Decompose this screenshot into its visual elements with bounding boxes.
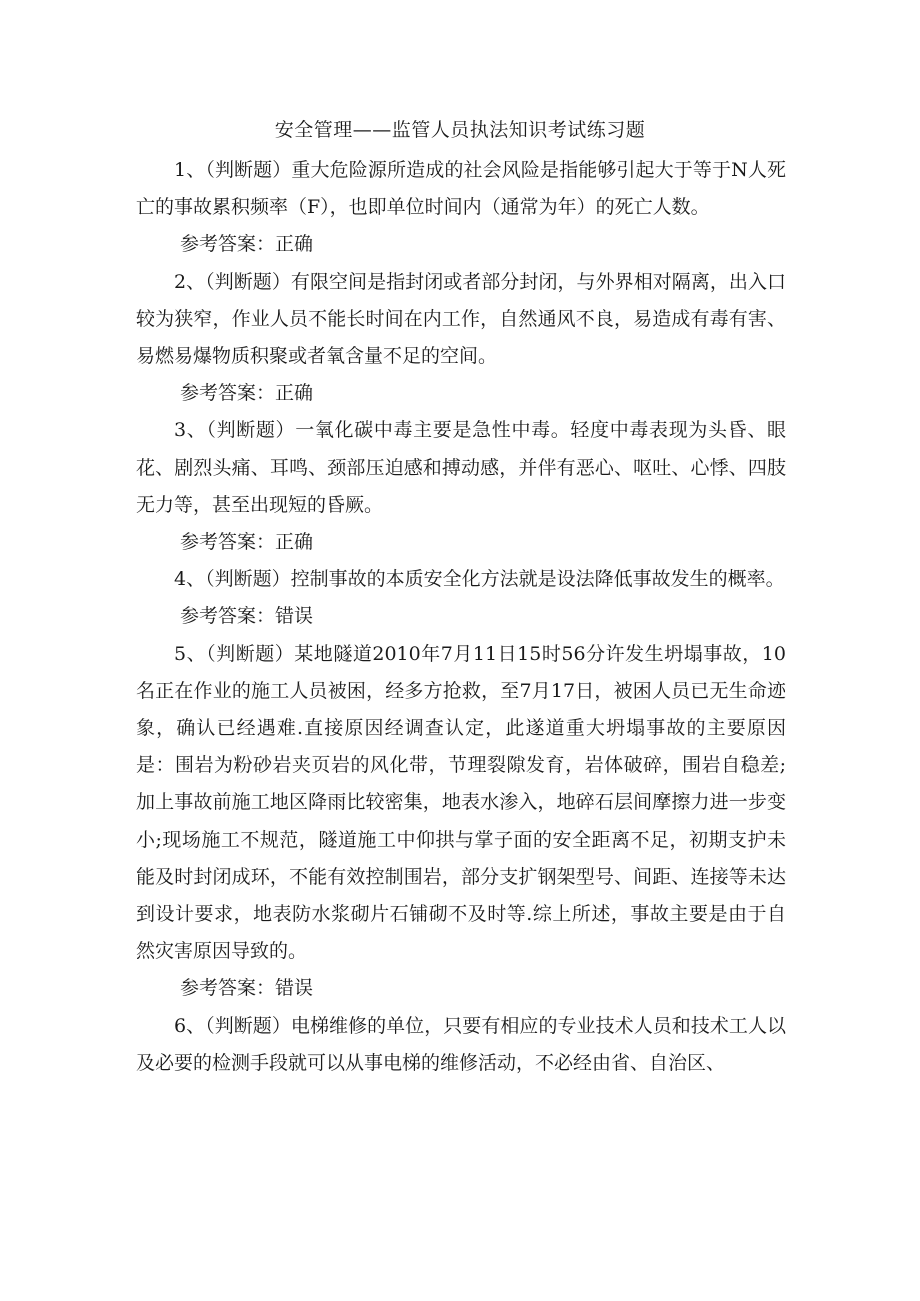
question-3: 3、（判断题）一氧化碳中毒主要是急性中毒。轻度中毒表现为头昏、眼花、剧烈头痛、耳鸣、颈部压迫感和搏动感，并伴有恶心、呕吐、心悸、四肢无力等，甚至出现短的昏厥。: [136, 419, 786, 516]
question-list: [136, 152, 786, 1082]
answer-5: 参考答案：错误: [180, 977, 314, 1000]
answer-2: 参考答案：正确: [180, 382, 314, 405]
answer-3: 参考答案：正确: [180, 531, 314, 554]
question-1: 1、（判断题）重大危险源所造成的社会风险是指能够引起大于等于N人死亡的事故累积频率（F），也即单位时间内（通常为年）的死亡人数。: [136, 159, 786, 219]
answer-1: 参考答案：正确: [180, 233, 314, 256]
question-5: 5、（判断题）某地隧道2010年7月11日15时56分许发生坍塌事故，10名正在作业的施工人员被困，经多方抢救，至7月17日，被困人员已无生命迹象，确认已经遇难.直接原因经调查认定，此遂道重大坍塌事故的主要原因是：围岩为粉砂岩夹页岩的风化带，节理裂隙发育，岩体破碎，围岩自稳差;加上事故前施工地区降雨比较密集，地表水渗入，地碎石层间摩擦力进一步变小;现场施工不规范，隧道施工中仰拱与掌子面的安全距离不足，初期支护未能及时封闭成环，不能有效控制围岩，部分支扩钢架型号、间距、连接等未达到设计要求，地表防水浆砌片石铺砌不及时等.综上所述，事故主要是由于自然灾害原因导致的。: [136, 642, 786, 963]
question-2: 2、（判断题）有限空间是指封闭或者部分封闭，与外界相对隔离，出入口较为狭窄，作业人员不能长时间在内工作，自然通风不良，易造成有毒有害、易燃易爆物质积聚或者氧含量不足的空间。: [136, 270, 786, 368]
answer-4: 参考答案：错误: [180, 605, 314, 628]
document-title: 安全管理——监管人员执法知识考试练习题: [274, 119, 646, 141]
question-6: 6、（判断题）电梯维修的单位，只要有相应的专业技术人员和技术工人以及必要的检测手段就可以从事电梯的维修活动，不必经由省、自治区、: [136, 1014, 786, 1074]
question-4: 4、（判断题）控制事故的本质安全化方法就是设法降低事故发生的概率。: [174, 568, 785, 591]
